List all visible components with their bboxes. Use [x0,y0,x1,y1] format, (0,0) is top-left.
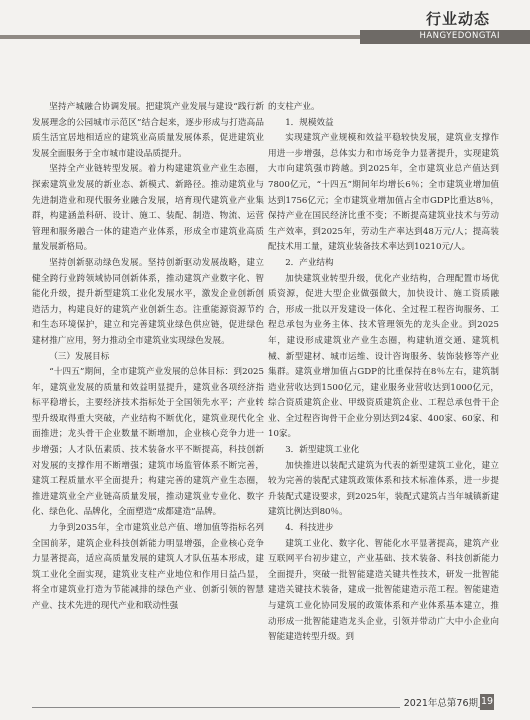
paragraph: 的支柱产业。 [268,102,320,112]
page-number: 19 [480,694,494,710]
paragraph: 坚持全产业链转型发展。着力构建建筑业产业生态圈，探索建筑业发展的新业态、新模式、新路径。推动建筑业与先进制造业和现代服务业融合发展，培育现代建筑业产业集群，构建涵盖科研、设计、施工、装配、制造、物流、运营管理和服务融合一体的建造产业体系，形成全市建筑业高质量发展新格局。 [32,164,264,253]
subheading: 4．科技进步 [285,523,334,534]
paragraph: 加快推进以装配式建筑为代表的新型建筑工业化，建立较为完善的装配式建筑政策体系和技术标准体系，进一步提升装配式建设要求，到2025年，装配式建筑占当年城镇新建建筑比例达到80％。 [268,460,499,518]
paragraph: 加快建筑业转型升级，优化产业结构，合理配置市场优质资源，促进大型企业做强做大，加快设计、施工资质融合，形成一批以开发建设一体化、全过程工程咨询服务、工程总承包为业务主体、技术管理领先的龙头企业。到2025年，建设形成建筑业产业生态圈，构建轨道交通、建筑机械、新型建材、城市运维、设计咨询服务、装饰装修等产业集群。建筑业增加值占GDP的比重保持在8％左右，建筑制造业营收达到1500亿元，建业服务业营收达到1000亿元，综合资质建筑企业、甲级资质建筑企业、工程总承包骨干企业、全过程咨询骨干企业分别达到24家、400家、60家、和10家。 [268,273,499,440]
paragraph: 建筑工业化、数字化、智能化水平显著提高，建筑产业互联网平台初步建立，产业基础、技术装备、科技创新能力全面提升，突破一批智能建造关键共性技术，研发一批智能建造关键技术装备，建成一批智能建造示范工程。智能建造与建筑工业化协同发展的政策体系和产业体系基本建立，推动形成一批智能建造龙头企业，引领并带动广大中小企业向智能建造转型升级。到 [268,538,499,643]
subheading: 2．产业结构 [285,257,334,268]
paragraph: 力争到2035年，全市建筑业总产值、增加值等指标名列全国前茅，建筑企业科技创新能力明显增强，企业核心竞争力显著提高，适应高质量发展的建筑人才队伍基本形成，建筑工业化全面实现，建筑业支柱产业地位和作用日益凸显，将全市建筑业打造为节能减排的绿色产业、创新引领的智慧产业、技术先进的现代产业和联动性强 [32,523,264,611]
page-footer [0,694,530,714]
subheading: （三）发展目标 [49,351,110,362]
section-subtitle: HANGYEDONGTAI [419,31,500,41]
left-column [32,100,264,615]
paragraph: 坚持创新驱动绿色发展。坚持创新驱动发展战略，建立健全跨行业跨领域协同创新体系，推动建筑产业数字化、智能化升级，提升新型建筑工业化发展水平，激发企业创新创造活力，构建良好的建筑产业创新生态。注重能源资源节约和生态环境保护，建立和完善建筑业绿色供应链，促进绿色建材推广应用，努力推动全市建筑业实现绿色发展。 [32,257,264,346]
section-title: 行业动态 [425,10,490,28]
paragraph: 坚持产城融合协调发展。把建筑产业发展与建设“践行新发展理念的公园城市示范区”结合起来，逐步形成与打造高品质生活宜居地相适应的建筑业高质量发展体系，促进建筑业发展全面服务于全市城市建设品质提升。 [32,102,264,159]
header-bar [0,30,530,44]
issue-label: 2021年总第76期 [400,695,478,709]
paragraph: “十四五”期间，全市建筑产业发展的总体目标：到2025年，建筑业发展的质量和效益明显提升，建筑业各项经济指标平稳增长，主要经济技术指标处于全国领先水平；产业转型升级取得重大突破，产业结构不断优化，建筑业现代化全面推进；龙头骨干企业数量不断增加，企业核心竞争力进一步增强；人才队伍素质、技术装备水平不断提高，科技创新对发展的支撑作用不断增强；建筑市场监管体系不断完善，建筑工程质量水平全面提升；构建完善的建筑产业生态圈，推进建筑业全产业链高质量发展，推动建筑业专业化、数字化、绿色化、品牌化，全面塑造“成都建造”品牌。 [32,367,264,518]
paragraph: 实现建筑产业规模和效益平稳较快发展，建筑业支撑作用进一步增强，总体实力和市场竞争力显著提升，实现建筑大市向建筑强市跨越。到2025年，全市建筑业总产值达到7800亿元，“十四五”期间年均增长6％；全市建筑业增加值达到1756亿元；全市建筑业增加值占全市GDP比重达8％，保持产业在国民经济比重不变；不断提高建筑业技术与劳动生产效率，到2025年，劳动生产率达到48万元/人；提高装配技术用工量，建筑业装备技术率达到10210元/人。 [268,133,499,253]
right-column [268,100,499,646]
header-bar-block [360,30,530,44]
subheading: 3．新型建筑工业化 [285,445,360,456]
header-bar-line [0,35,360,39]
subheading: 1．规模效益 [285,117,334,128]
